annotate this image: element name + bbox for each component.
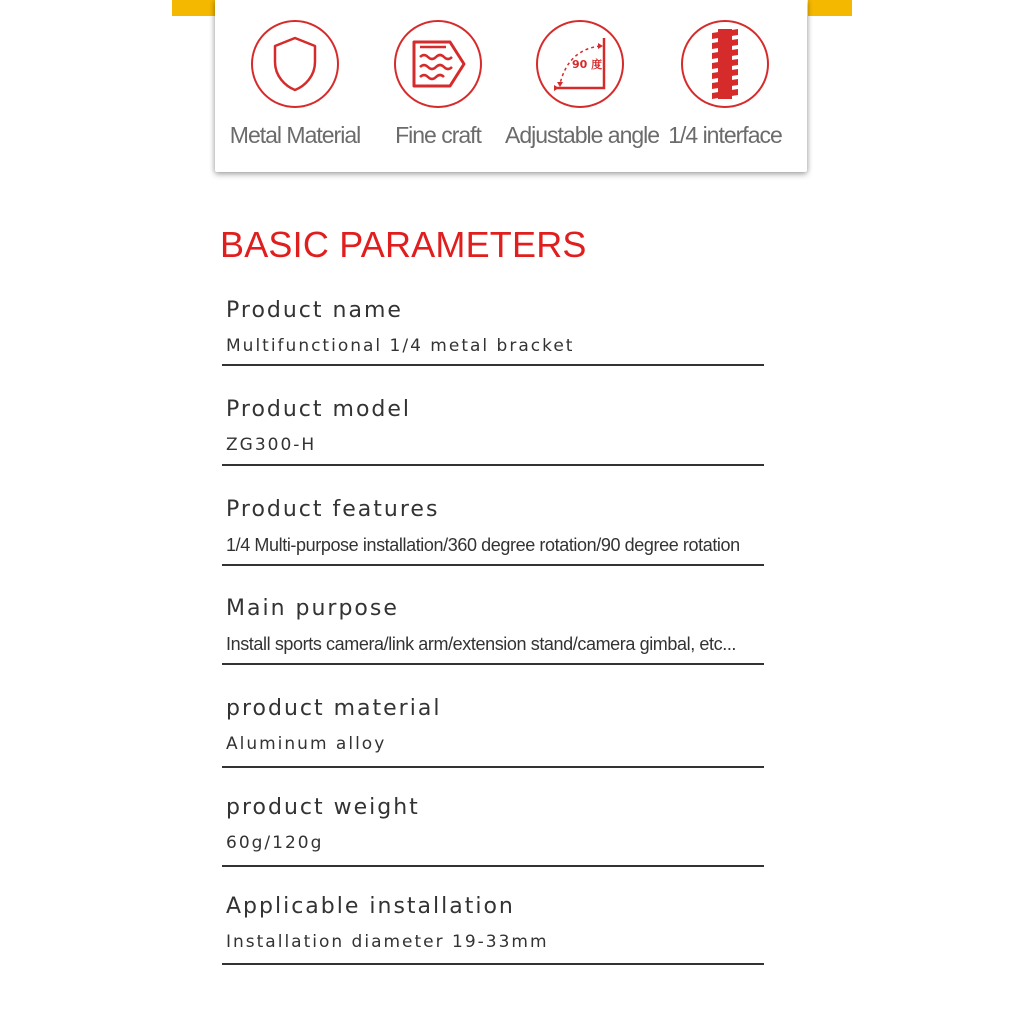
section-title: BASIC PARAMETERS xyxy=(220,224,587,265)
screw-thread-icon xyxy=(709,27,741,101)
feature-label: Adjustable angle xyxy=(505,122,660,148)
shield-icon xyxy=(269,34,321,94)
param-product-model xyxy=(222,397,764,466)
param-name: Main purpose xyxy=(226,596,399,621)
param-value: 1/4 Multi-purpose installation/360 degree rotation/90 degree rotation xyxy=(226,535,740,555)
param-value: Install sports camera/link arm/extension stand/camera gimbal, etc... xyxy=(226,634,737,654)
param-value: Multifunctional 1/4 metal bracket xyxy=(226,336,575,356)
feature-icon-ring xyxy=(394,20,482,108)
feature-fine-craft xyxy=(363,20,513,149)
param-value: 60g/120g xyxy=(226,833,324,853)
param-name: Product features xyxy=(226,497,440,522)
accent-tab-right xyxy=(808,0,852,16)
param-product-material xyxy=(222,696,764,768)
feature-label: Metal Material xyxy=(229,122,361,148)
param-name: Product name xyxy=(226,298,403,323)
accent-tab-left xyxy=(172,0,216,16)
feature-icon-ring xyxy=(251,20,339,108)
feature-label: 1/4 interface xyxy=(668,122,782,148)
feature-label: Fine craft xyxy=(395,122,481,148)
param-main-purpose xyxy=(222,596,764,665)
feature-metal-material xyxy=(220,20,370,149)
features-card xyxy=(215,0,807,172)
param-value: Aluminum alloy xyxy=(226,734,387,754)
param-value: ZG300-H xyxy=(226,435,317,455)
waves-pennant-icon xyxy=(408,38,468,90)
param-value: Installation diameter 19-33mm xyxy=(226,932,549,952)
param-product-name xyxy=(222,298,764,366)
param-name: product weight xyxy=(226,795,420,820)
param-name: product material xyxy=(226,696,442,721)
param-applicable-installation xyxy=(222,894,764,965)
param-product-features xyxy=(222,497,764,566)
feature-quarter-interface xyxy=(650,20,800,149)
angle-icon xyxy=(548,34,612,94)
feature-icon-ring xyxy=(536,20,624,108)
param-name: Applicable installation xyxy=(226,894,515,919)
param-product-weight xyxy=(222,795,764,867)
feature-adjustable-angle xyxy=(505,20,660,149)
param-name: Product model xyxy=(226,397,412,422)
angle-icon-text: 90 度 xyxy=(572,58,603,71)
feature-icon-ring xyxy=(681,20,769,108)
